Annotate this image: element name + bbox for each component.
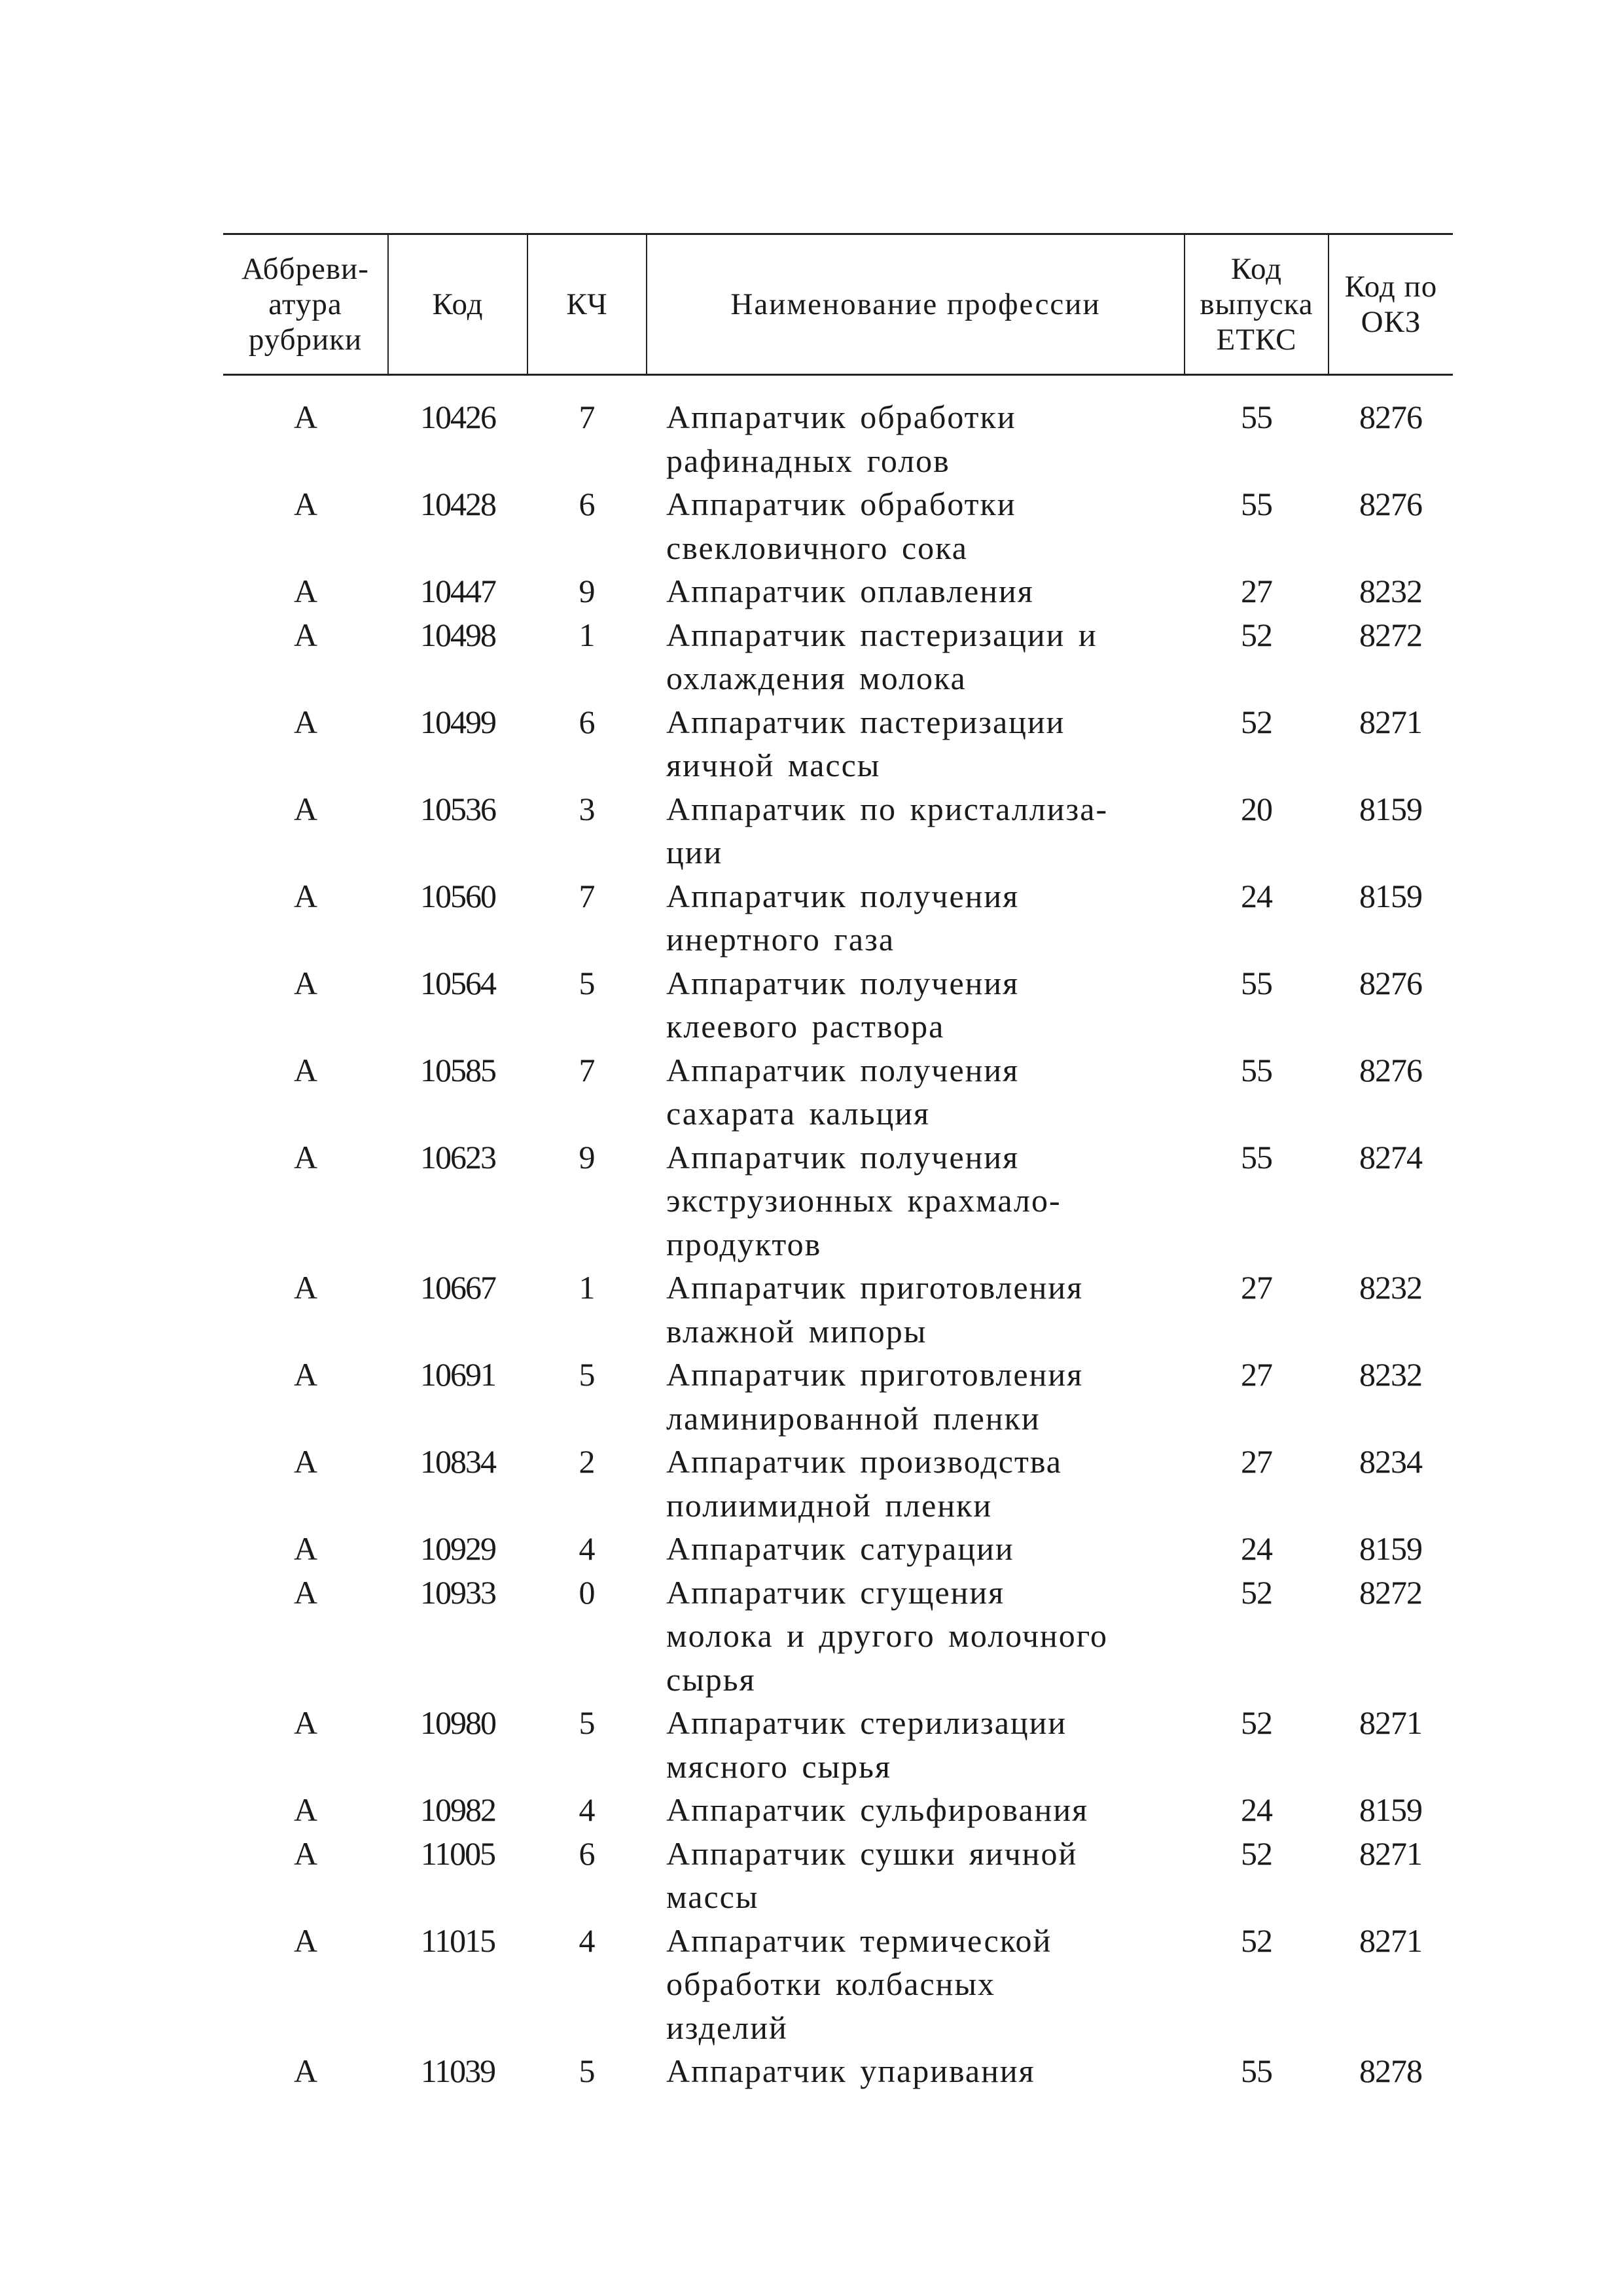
cell-etks-code: 52 — [1241, 703, 1272, 740]
cell-code: 10428 — [420, 486, 495, 522]
cell-kch: 3 — [579, 790, 596, 827]
cell-abbreviation: А — [293, 486, 318, 522]
cell-kch: 4 — [579, 1791, 596, 1828]
cell-okz-code: 8159 — [1359, 790, 1422, 827]
cell-profession-name: Аппаратчик сушки яичной массы — [666, 1835, 1078, 1915]
cell-kch: 9 — [579, 1138, 596, 1175]
cell-kch: 0 — [579, 1573, 596, 1611]
cell-okz-code: 8272 — [1359, 1573, 1422, 1611]
cell-profession-name: Аппаратчик получения клеевого раствора — [666, 964, 1020, 1045]
cell-abbreviation: А — [293, 1704, 318, 1741]
cell-abbreviation: А — [293, 877, 318, 914]
header-abbreviation: Аббреви- атура рубрики — [223, 234, 388, 375]
table-row — [223, 1919, 1453, 2050]
cell-profession-name: Аппаратчик термической обработки колбасных изделий — [666, 1922, 1052, 2046]
cell-profession-name: Аппаратчик получения экструзионных крахмало- продуктов — [666, 1138, 1061, 1263]
cell-okz-code: 8274 — [1359, 1138, 1422, 1175]
header-etks-code: Код выпуска ЕТКС — [1185, 234, 1329, 375]
table-row — [223, 1832, 1453, 1919]
cell-okz-code: 8272 — [1359, 616, 1422, 653]
cell-okz-code: 8232 — [1359, 1269, 1422, 1306]
cell-code: 10933 — [420, 1573, 495, 1611]
table-row — [223, 1571, 1453, 1702]
cell-abbreviation: А — [293, 1791, 318, 1828]
cell-kch: 5 — [579, 964, 596, 1001]
cell-profession-name: Аппаратчик пастеризации яичной массы — [666, 703, 1065, 783]
cell-okz-code: 8232 — [1359, 1356, 1422, 1393]
cell-okz-code: 8159 — [1359, 1791, 1422, 1828]
cell-code: 10499 — [420, 703, 495, 740]
cell-code: 11039 — [420, 2053, 495, 2089]
table-header — [223, 234, 1453, 375]
cell-code: 10834 — [420, 1443, 495, 1480]
profession-codes-table — [223, 233, 1453, 2093]
cell-profession-name: Аппаратчик сульфирования — [666, 1791, 1089, 1828]
cell-kch: 1 — [579, 616, 596, 653]
cell-okz-code: 8271 — [1359, 1922, 1422, 1959]
cell-okz-code: 8276 — [1359, 964, 1422, 1001]
cell-okz-code: 8232 — [1359, 573, 1422, 609]
table-row — [223, 482, 1453, 569]
cell-profession-name: Аппаратчик обработки рафинадных голов — [666, 399, 1016, 479]
cell-etks-code: 55 — [1241, 399, 1272, 435]
cell-profession-name: Аппаратчик получения сахарата кальция — [666, 1051, 1020, 1132]
cell-profession-name: Аппаратчик приготовления влажной мипоры — [666, 1269, 1084, 1350]
table-row — [223, 1788, 1453, 1832]
cell-kch: 4 — [579, 1530, 596, 1567]
cell-kch: 9 — [579, 573, 596, 609]
table-row — [223, 375, 1453, 483]
table-row — [223, 1136, 1453, 1266]
cell-etks-code: 55 — [1241, 1138, 1272, 1175]
header-code: Код — [388, 234, 527, 375]
cell-profession-name: Аппаратчик оплавления — [666, 573, 1034, 609]
cell-etks-code: 27 — [1241, 573, 1272, 609]
cell-okz-code: 8234 — [1359, 1443, 1422, 1480]
cell-code: 10929 — [420, 1530, 495, 1567]
cell-code: 10982 — [420, 1791, 495, 1828]
cell-kch: 6 — [579, 703, 596, 740]
table-row — [223, 1049, 1453, 1136]
table-row — [223, 961, 1453, 1049]
table-row — [223, 1527, 1453, 1571]
cell-etks-code: 52 — [1241, 1922, 1272, 1959]
cell-code: 10980 — [420, 1704, 495, 1741]
cell-kch: 6 — [579, 1835, 596, 1872]
cell-abbreviation: А — [293, 1922, 318, 1959]
cell-abbreviation: А — [293, 616, 318, 653]
cell-code: 10447 — [420, 573, 495, 609]
cell-kch: 5 — [579, 2053, 596, 2089]
cell-abbreviation: А — [293, 1269, 318, 1306]
table-body — [223, 375, 1453, 2093]
table-row — [223, 1266, 1453, 1353]
cell-kch: 7 — [579, 399, 596, 435]
cell-etks-code: 24 — [1241, 1791, 1272, 1828]
cell-etks-code: 55 — [1241, 964, 1272, 1001]
header-okz-code: Код по ОКЗ — [1329, 234, 1453, 375]
cell-kch: 1 — [579, 1269, 596, 1306]
cell-code: 10498 — [420, 616, 495, 653]
cell-etks-code: 52 — [1241, 616, 1272, 653]
cell-okz-code: 8271 — [1359, 1835, 1422, 1872]
cell-code: 10585 — [420, 1051, 495, 1088]
cell-etks-code: 24 — [1241, 1530, 1272, 1567]
cell-etks-code: 24 — [1241, 877, 1272, 914]
table-row — [223, 787, 1453, 874]
cell-profession-name: Аппаратчик приготовления ламинированной пленки — [666, 1356, 1084, 1437]
cell-etks-code: 27 — [1241, 1443, 1272, 1480]
cell-code: 11015 — [420, 1922, 495, 1959]
cell-abbreviation: А — [293, 964, 318, 1001]
cell-profession-name: Аппаратчик производства полиимидной пленки — [666, 1443, 1062, 1524]
cell-abbreviation: А — [293, 1356, 318, 1393]
cell-etks-code: 52 — [1241, 1835, 1272, 1872]
cell-code: 10536 — [420, 790, 495, 827]
cell-profession-name: Аппаратчик обработки свекловичного сока — [666, 486, 1016, 566]
cell-profession-name: Аппаратчик пастеризации и охлаждения молока — [666, 616, 1097, 696]
cell-code: 11005 — [420, 1835, 495, 1872]
cell-etks-code: 20 — [1241, 790, 1272, 827]
cell-okz-code: 8159 — [1359, 1530, 1422, 1567]
cell-abbreviation: А — [293, 1443, 318, 1480]
table-row — [223, 2049, 1453, 2093]
cell-etks-code: 52 — [1241, 1573, 1272, 1611]
cell-code: 10426 — [420, 399, 495, 435]
cell-abbreviation: А — [293, 1835, 318, 1872]
table-row — [223, 1353, 1453, 1440]
table-row — [223, 613, 1453, 700]
cell-okz-code: 8276 — [1359, 1051, 1422, 1088]
cell-kch: 5 — [579, 1704, 596, 1741]
header-kch: КЧ — [527, 234, 647, 375]
table-row — [223, 1440, 1453, 1527]
cell-profession-name: Аппаратчик сатурации — [666, 1530, 1014, 1567]
cell-kch: 6 — [579, 486, 596, 522]
cell-profession-name: Аппаратчик получения инертного газа — [666, 877, 1020, 958]
cell-profession-name: Аппаратчик сгущения молока и другого молочного сырья — [666, 1573, 1109, 1698]
cell-code: 10623 — [420, 1138, 495, 1175]
cell-code: 10691 — [420, 1356, 495, 1393]
cell-kch: 2 — [579, 1443, 596, 1480]
header-profession-name: Наименование профессии — [647, 234, 1185, 375]
cell-kch: 5 — [579, 1356, 596, 1393]
cell-abbreviation: А — [293, 2053, 318, 2089]
cell-abbreviation: А — [293, 1051, 318, 1088]
cell-profession-name: Аппаратчик стерилизации мясного сырья — [666, 1704, 1067, 1785]
cell-abbreviation: А — [293, 790, 318, 827]
table-row — [223, 874, 1453, 961]
cell-code: 10564 — [420, 964, 495, 1001]
cell-etks-code: 52 — [1241, 1704, 1272, 1741]
table-row — [223, 700, 1453, 787]
cell-etks-code: 55 — [1241, 2053, 1272, 2089]
cell-abbreviation: А — [293, 573, 318, 609]
cell-okz-code: 8159 — [1359, 877, 1422, 914]
table-row — [223, 569, 1453, 613]
cell-okz-code: 8278 — [1359, 2053, 1422, 2089]
cell-abbreviation: А — [293, 399, 318, 435]
cell-abbreviation: А — [293, 1573, 318, 1611]
cell-okz-code: 8271 — [1359, 1704, 1422, 1741]
cell-profession-name: Аппаратчик по кристаллиза- ции — [666, 790, 1109, 870]
cell-abbreviation: А — [293, 703, 318, 740]
cell-abbreviation: А — [293, 1138, 318, 1175]
header-row — [223, 234, 1453, 375]
cell-etks-code: 55 — [1241, 1051, 1272, 1088]
cell-kch: 4 — [579, 1922, 596, 1959]
cell-kch: 7 — [579, 877, 596, 914]
cell-etks-code: 55 — [1241, 486, 1272, 522]
cell-etks-code: 27 — [1241, 1356, 1272, 1393]
cell-kch: 7 — [579, 1051, 596, 1088]
cell-abbreviation: А — [293, 1530, 318, 1567]
cell-code: 10560 — [420, 877, 495, 914]
cell-code: 10667 — [420, 1269, 495, 1306]
cell-okz-code: 8276 — [1359, 486, 1422, 522]
cell-okz-code: 8276 — [1359, 399, 1422, 435]
cell-okz-code: 8271 — [1359, 703, 1422, 740]
table-row — [223, 1701, 1453, 1788]
cell-profession-name: Аппаратчик упаривания — [666, 2053, 1035, 2089]
cell-etks-code: 27 — [1241, 1269, 1272, 1306]
